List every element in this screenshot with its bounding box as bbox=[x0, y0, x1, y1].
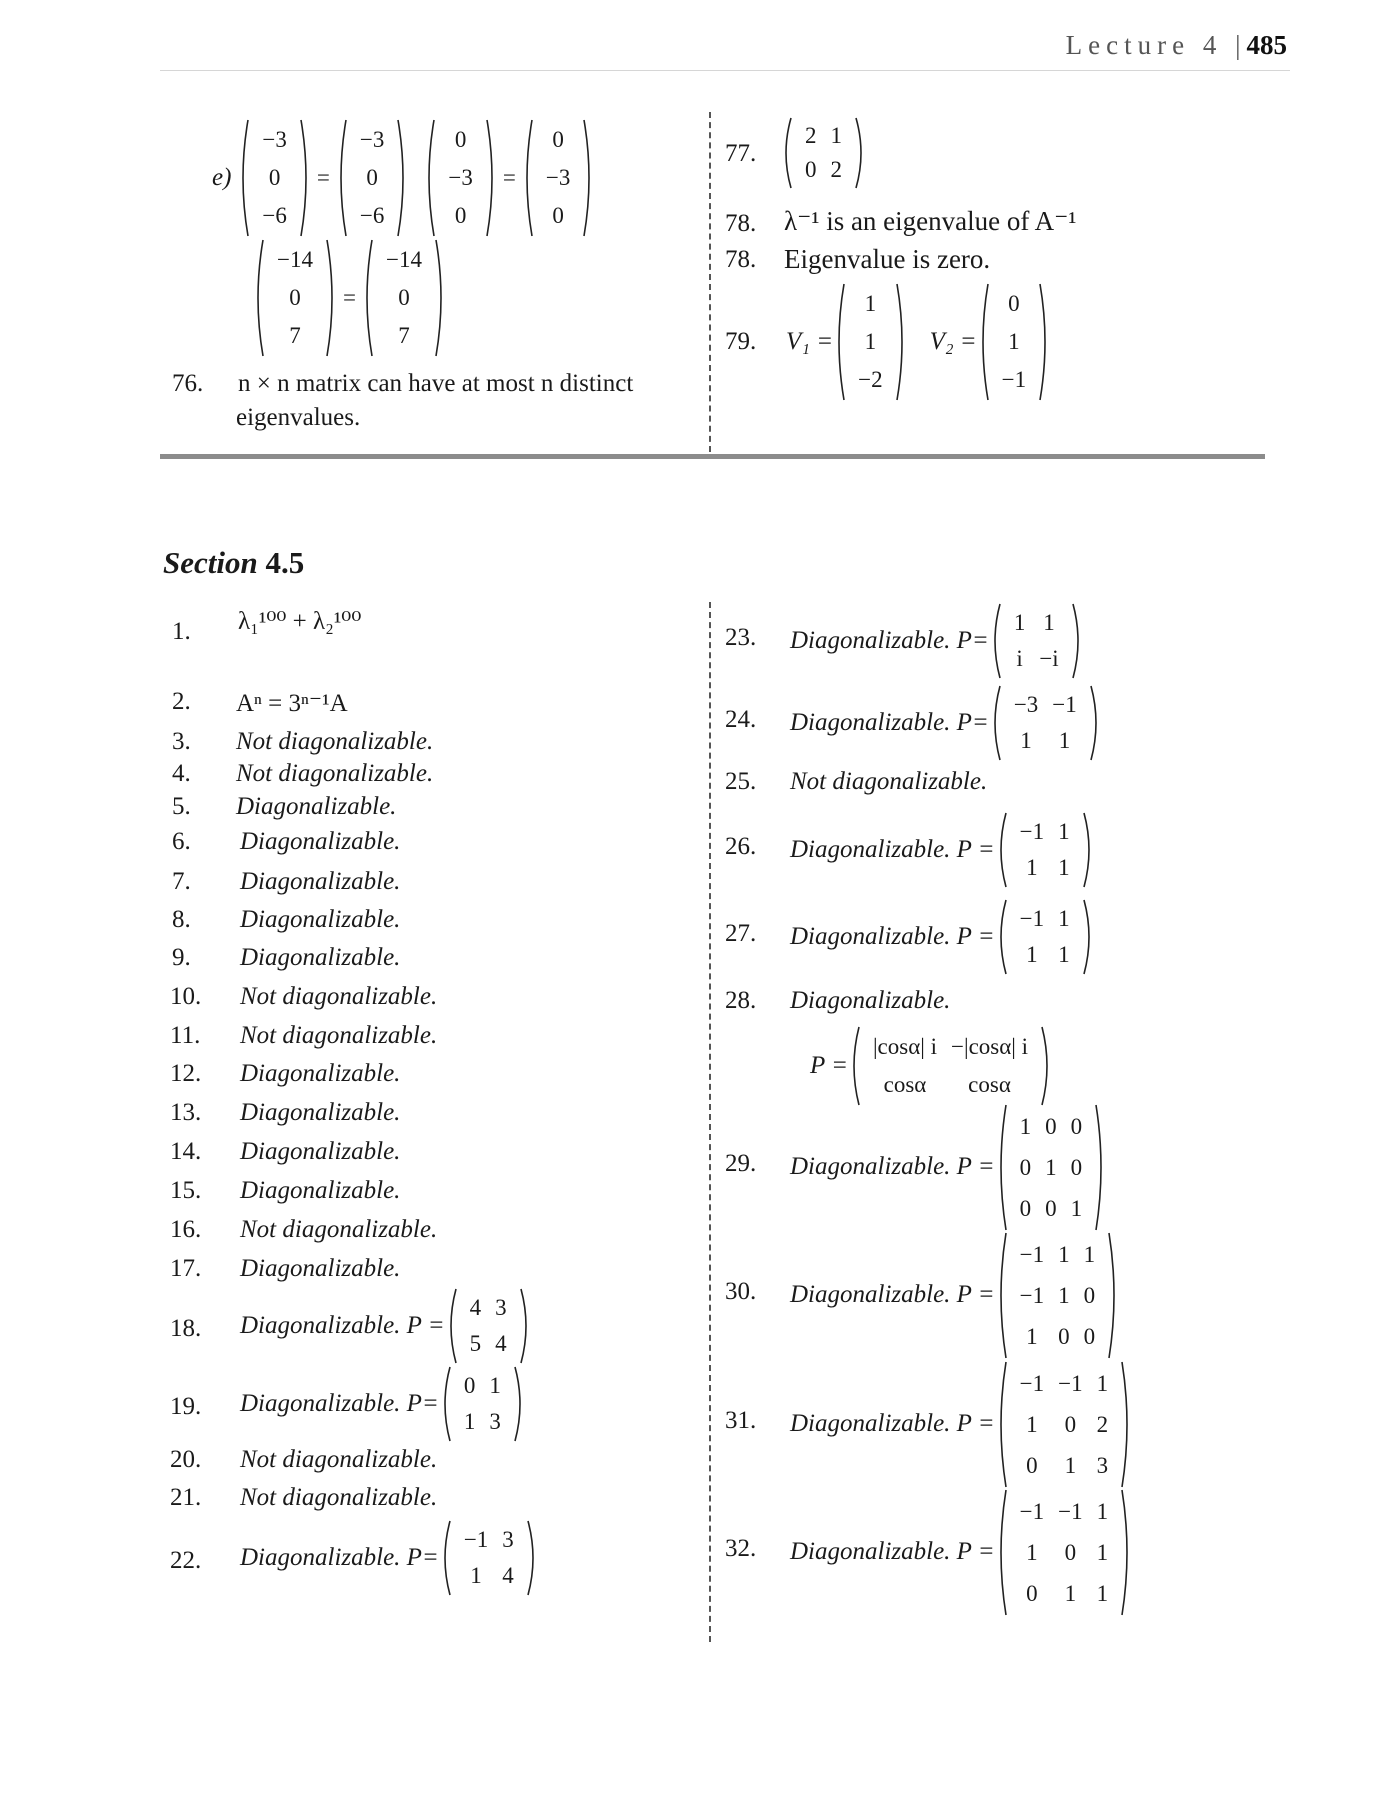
vector-f: −14 0 7 bbox=[361, 238, 447, 358]
page-number: 485 bbox=[1246, 30, 1287, 60]
p-matrix: −1 −1 1 1 0 2 0 1 3 bbox=[995, 1360, 1133, 1489]
answer-text: Not diagonalizable. bbox=[240, 1022, 438, 1049]
answer-number: 16. bbox=[170, 1216, 202, 1243]
header-rule bbox=[160, 70, 1290, 71]
answer-text: Not diagonalizable. bbox=[236, 728, 434, 755]
vector-a: −3 0 −6 bbox=[237, 118, 311, 238]
answer-text: Not diagonalizable. bbox=[240, 983, 438, 1010]
answer-text: Diagonalizable. bbox=[236, 793, 397, 820]
answer-number: 13. bbox=[170, 1099, 202, 1126]
answer-row bbox=[790, 1103, 1107, 1232]
answer-text: Diagonalizable. P= bbox=[790, 709, 989, 736]
answer-number: 5. bbox=[172, 793, 191, 820]
part-e-label: e) bbox=[212, 164, 232, 191]
answer-number: 20. bbox=[170, 1446, 202, 1473]
vector-e: −14 0 7 bbox=[252, 238, 338, 358]
answer-number: 31. bbox=[725, 1407, 757, 1434]
answer-number: 12. bbox=[170, 1060, 202, 1087]
p-matrix: 4 3 5 4 bbox=[445, 1287, 532, 1365]
answer-text: Aⁿ = 3ⁿ⁻¹A bbox=[236, 690, 348, 717]
section-word: Section bbox=[163, 545, 258, 580]
p-matrix: |cosα| i −|cosα| i cosα cosα bbox=[848, 1025, 1053, 1107]
answer-number: 29. bbox=[725, 1150, 757, 1177]
answer-text: Diagonalizable. bbox=[790, 987, 951, 1014]
top-column-divider bbox=[709, 112, 711, 452]
p-matrix: 1 1 i −i bbox=[989, 602, 1084, 680]
answer-row bbox=[790, 898, 1095, 976]
answer-text: Not diagonalizable. bbox=[790, 768, 988, 795]
header-separator: | bbox=[1235, 30, 1247, 60]
answer-row bbox=[790, 1488, 1133, 1617]
answer-text: Diagonalizable. P= bbox=[240, 1544, 439, 1571]
p-matrix: −1 1 1 1 bbox=[995, 811, 1095, 889]
q77-number: 77. bbox=[725, 140, 757, 167]
q79-vectors bbox=[786, 282, 1051, 402]
section-number: 4.5 bbox=[265, 545, 305, 580]
answer-number: 8. bbox=[172, 906, 191, 933]
bottom-column-divider bbox=[709, 602, 711, 1642]
q78a-number: 78. bbox=[725, 210, 757, 237]
answer-number: 28. bbox=[725, 987, 757, 1014]
answer-number: 23. bbox=[725, 624, 757, 651]
answer-number: 14. bbox=[170, 1138, 202, 1165]
answer-number: 3. bbox=[172, 728, 191, 755]
p-matrix: −3 −1 1 1 bbox=[989, 684, 1102, 762]
answer-number: 1. bbox=[172, 618, 191, 645]
answer-text: Diagonalizable. P= bbox=[790, 627, 989, 654]
answer-text: Diagonalizable. P = bbox=[790, 1538, 995, 1565]
answer-number: 22. bbox=[170, 1547, 202, 1574]
answer-number: 25. bbox=[725, 768, 757, 795]
p-matrix: −1 1 1 −1 1 0 1 0 0 bbox=[995, 1231, 1120, 1360]
running-header bbox=[1066, 30, 1287, 61]
answer-text: Diagonalizable. bbox=[240, 868, 401, 895]
q78b-text: Eigenvalue is zero. bbox=[784, 244, 991, 274]
answer-number: 21. bbox=[170, 1484, 202, 1511]
part-e-row: e) −3 0 −6 = −3 0 −6 0 −3 0 = 0 −3 0 bbox=[212, 118, 595, 238]
q76-line-1: n × n matrix can have at most n distinct bbox=[238, 370, 634, 397]
q79-number: 79. bbox=[725, 328, 757, 355]
answer-number: 6. bbox=[172, 828, 191, 855]
answer-text: Diagonalizable. bbox=[240, 1060, 401, 1087]
answer-text: Not diagonalizable. bbox=[236, 760, 434, 787]
answer-row bbox=[240, 1519, 539, 1597]
answer-text: Diagonalizable. P = bbox=[790, 923, 995, 950]
answer-number: 9. bbox=[172, 944, 191, 971]
answer-text: Diagonalizable. P = bbox=[790, 1410, 995, 1437]
answer-number: 24. bbox=[725, 706, 757, 733]
answer-row bbox=[240, 1287, 532, 1365]
answer-text: Diagonalizable. P = bbox=[790, 1281, 995, 1308]
answer-text: Not diagonalizable. bbox=[240, 1484, 438, 1511]
answer-text: Diagonalizable. P= bbox=[240, 1390, 439, 1417]
answer-text: Diagonalizable. bbox=[240, 1138, 401, 1165]
answer-text: Diagonalizable. P = bbox=[240, 1312, 445, 1339]
answer-number: 19. bbox=[170, 1393, 202, 1420]
answer-text: Diagonalizable. P = bbox=[790, 1153, 995, 1180]
answer-text: Diagonalizable. bbox=[240, 944, 401, 971]
vector-c: 0 −3 0 bbox=[423, 118, 497, 238]
answer-text: Diagonalizable. bbox=[240, 906, 401, 933]
answer-number: 17. bbox=[170, 1255, 202, 1282]
p-matrix: 1 0 0 0 1 0 0 0 1 bbox=[995, 1103, 1108, 1232]
header-title: Lecture 4 bbox=[1065, 30, 1223, 60]
answer-row bbox=[810, 1025, 1053, 1107]
answer-number: 30. bbox=[725, 1278, 757, 1305]
vector-d: 0 −3 0 bbox=[521, 118, 595, 238]
answer-number: 7. bbox=[172, 868, 191, 895]
answer-number: 18. bbox=[170, 1315, 202, 1342]
answer-number: 15. bbox=[170, 1177, 202, 1204]
answer-number: 27. bbox=[725, 920, 757, 947]
v2-label: V₂ = bbox=[929, 328, 977, 355]
q77-matrix: 2 1 0 2 bbox=[780, 116, 867, 190]
answer-row bbox=[790, 1360, 1133, 1489]
v2-vector: 0 1 −1 bbox=[977, 282, 1051, 402]
answer-text: Diagonalizable. bbox=[240, 1255, 401, 1282]
answer-number: 32. bbox=[725, 1535, 757, 1562]
answer-row bbox=[240, 1365, 526, 1443]
answer-row bbox=[790, 1231, 1120, 1360]
answer-number: 2. bbox=[172, 688, 191, 715]
section-divider bbox=[160, 454, 1265, 459]
p-matrix: 0 1 1 3 bbox=[439, 1365, 526, 1443]
answer-text: Diagonalizable. bbox=[240, 1099, 401, 1126]
v1-vector: 1 1 −2 bbox=[833, 282, 907, 402]
q78a-text: λ⁻¹ is an eigenvalue of A⁻¹ bbox=[784, 206, 1077, 236]
answer-text: Diagonalizable. bbox=[240, 828, 401, 855]
q76-number: 76. bbox=[172, 370, 204, 397]
p-matrix: −1 −1 1 1 0 1 0 1 1 bbox=[995, 1488, 1133, 1617]
answer-text: λ₁¹⁰⁰ + λ₂¹⁰⁰ bbox=[238, 608, 362, 635]
answer-number: 4. bbox=[172, 760, 191, 787]
part-e-row-2: −14 0 7 = −14 0 7 bbox=[252, 238, 447, 358]
q78b-number: 78. bbox=[725, 246, 757, 273]
p-matrix: −1 3 1 4 bbox=[439, 1519, 539, 1597]
vector-b: −3 0 −6 bbox=[335, 118, 409, 238]
answer-row bbox=[790, 684, 1102, 762]
p-label: P = bbox=[810, 1052, 848, 1079]
p-matrix: −1 1 1 1 bbox=[995, 898, 1095, 976]
section-heading bbox=[163, 545, 304, 581]
answer-row bbox=[790, 811, 1095, 889]
answer-text: Not diagonalizable. bbox=[240, 1216, 438, 1243]
answer-number: 10. bbox=[170, 983, 202, 1010]
answer-text: Not diagonalizable. bbox=[240, 1446, 438, 1473]
answer-text: Diagonalizable. P = bbox=[790, 836, 995, 863]
answer-text: Diagonalizable. bbox=[240, 1177, 401, 1204]
answer-row bbox=[790, 602, 1084, 680]
q76-line-2: eigenvalues. bbox=[236, 404, 361, 431]
v1-label: V₁ = bbox=[786, 328, 834, 355]
answer-number: 26. bbox=[725, 833, 757, 860]
answer-number: 11. bbox=[170, 1022, 201, 1049]
